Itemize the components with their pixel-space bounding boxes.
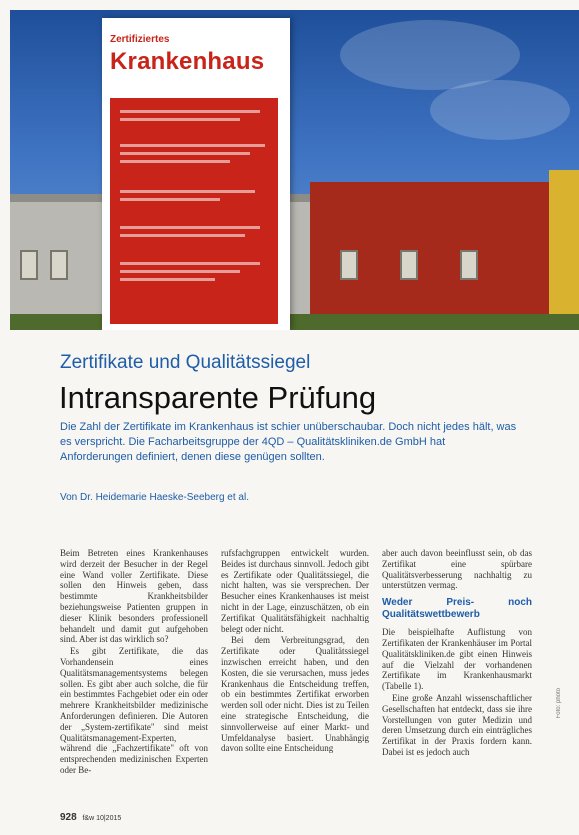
text-column-2 — [221, 548, 369, 755]
paragraph: aber auch davon beeinflusst sein, ob das Zertifikat eine spürbare Qualitätsverbesserung nachhaltig zu unterstützen vermag. — [382, 548, 532, 591]
sign-text-line — [120, 226, 260, 229]
hero-photo — [10, 10, 579, 330]
section-heading: Weder Preis- noch Qualitätswettbewerb — [382, 597, 532, 621]
paragraph: rufsfachgruppen entwickelt wurden. Beides ist durchaus sinnvoll. Jedoch gibt es Zertifikate oder Qualitätssiegel, die nicht halten, was sie versprechen. Der Besucher eines Krankenhauses ist meist nicht in der Lage, einzuschätzen, ob ein Zertifikat Qualitätsfähigkeit nachhaltig belegt oder nicht. — [221, 548, 369, 634]
text-column-1 — [60, 548, 208, 777]
sign-text-line — [120, 262, 260, 265]
article-lead: Die Zahl der Zertifikate im Krankenhaus ist schier unüberschaubar. Doch nicht jedes hält, was es verspricht. Die Facharbeitsgruppe der 4QD – Qualitätskliniken.de GmbH hat Anforderungen definiert, denen diese genügen sollten. — [60, 421, 517, 463]
paragraph: Eine große Anzahl wissenschaftlicher Gesellschaften hat entdeckt, dass sie ihre Vorstellungen von guter Medizin und deren Umsetzung durch ein einträgliches Zertifikat in der Praxis fordern kann. Dabei ist es jedoch auch — [382, 692, 532, 757]
window — [400, 250, 418, 280]
article-headline: Intransparente Prüfung — [59, 380, 377, 415]
lawn — [10, 314, 579, 330]
paragraph: Die beispielhafte Auflistung von Zertifikaten der Krankenhäuser im Portal Qualitätskliniken.de gibt einen Hinweis auf die Vielzahl der vorhandenen Zertifikate im Krankenhausmarkt (Tabelle 1). — [382, 627, 532, 692]
paragraph: Beim Betreten eines Krankenhauses wird derzeit der Besucher in der Regel eine Wand voller Zertifikate. Diese sollen den Hinweis geben, dass bestimmte Krankheitsbilder beziehungsweise Patienten gruppen in dieser Klinik besonders professionell behandelt und damit gut aufgehoben sind. Aber ist das wirklich so? — [60, 548, 208, 645]
sign-text-line — [120, 110, 260, 113]
paragraph: Es gibt Zertifikate, die das Vorhandensein eines Qualitätsmanagementsystems belegen sollen. Es gibt aber auch solche, die für ein bestimmtes Fachgebiet oder ein oder mehrere Krankheitsbilder medizinische Anforderungen definieren. Die Autoren der „System-zertifikate" sind meist Qualitätsmanagement-Experten, während die „Fachzertifikate" oft von entsprechenden medizinischen Experten oder Be- — [60, 646, 208, 775]
sign-red-panel — [110, 98, 278, 324]
window — [340, 250, 358, 280]
window — [20, 250, 38, 280]
sign-text-line — [120, 198, 220, 201]
sign-text-line — [120, 278, 215, 281]
sign-text-line — [120, 270, 240, 273]
paragraph: Bei dem Verbreitungsgrad, den Zertifikate oder Qualitätssiegel inzwischen erreicht haben, und den Kosten, die sie verursachen, muss jedes Krankenhaus die Entscheidung treffen, ob ein bestimmtes Zertifikat erworben werden soll oder nicht. Dies ist zu Teilen eine strategische Entscheidung, die sinnvollerweise auf einer Markt- und Umfeldanalyse basiert. Unabhängig davon sollte eine Entscheidung — [221, 635, 369, 754]
sign-text-line — [120, 152, 250, 155]
yellow-tower — [549, 170, 579, 330]
window — [460, 250, 478, 280]
page-number: 928 — [60, 812, 77, 823]
article-author: Von Dr. Heidemarie Haeske-Seeberg et al. — [60, 492, 249, 503]
photo-credit: Foto: photo — [556, 688, 562, 719]
article-kicker: Zertifikate und Qualitätssiegel — [60, 352, 311, 373]
window — [50, 250, 68, 280]
sign-text-line — [120, 118, 240, 121]
text-column-3 — [382, 548, 532, 759]
sign-text-line — [120, 144, 265, 147]
hospital-sign — [102, 18, 290, 330]
sign-text-line — [120, 190, 255, 193]
cloud — [430, 80, 570, 140]
page-folio — [60, 812, 121, 823]
sign-title: Zertifiziertes — [110, 34, 170, 45]
sign-heading: Krankenhaus — [110, 48, 265, 75]
sign-text-line — [120, 160, 230, 163]
issue-label: f&w 10|2015 — [82, 815, 122, 822]
sign-text-line — [120, 234, 245, 237]
